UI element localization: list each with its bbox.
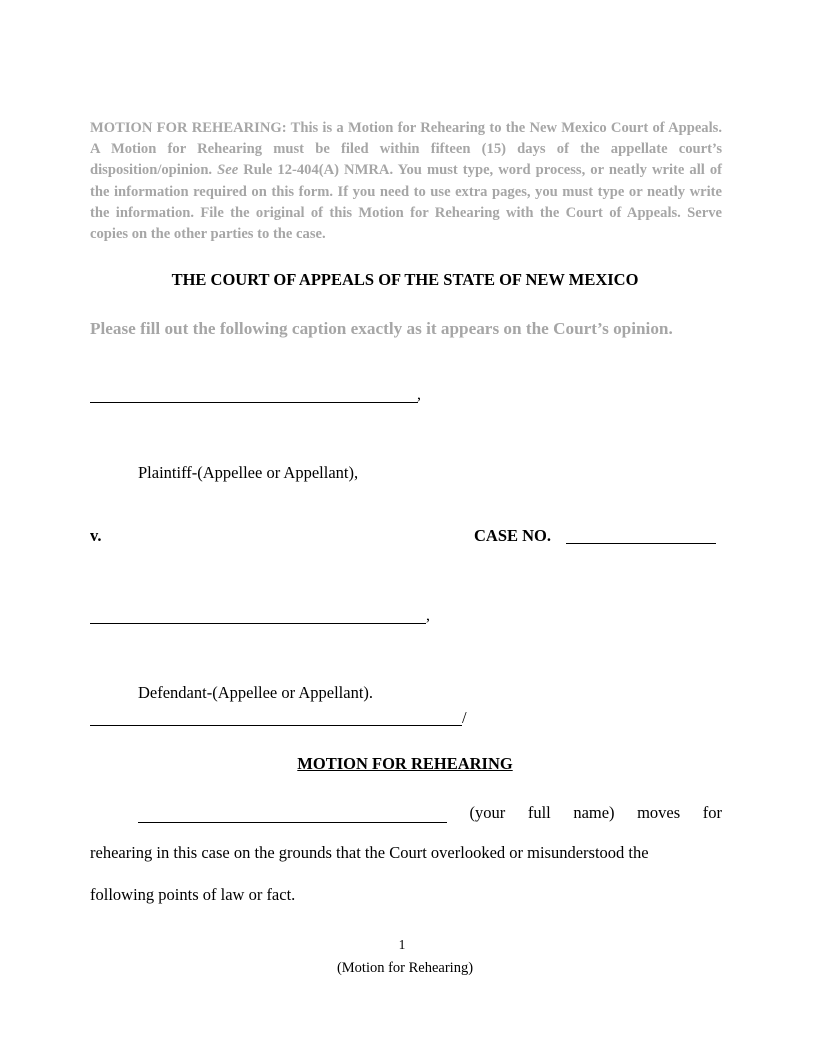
versus-label: v.: [90, 526, 102, 545]
full-name-field[interactable]: [138, 804, 447, 823]
court-title: THE COURT OF APPEALS OF THE STATE OF NEW MEXICO: [171, 270, 639, 289]
plaintiff-label: Plaintiff-(Appellee or Appellant),: [138, 463, 359, 482]
caption-closing-line: [90, 725, 462, 726]
body-first-line: [138, 799, 722, 823]
body-word: for: [702, 803, 722, 822]
body-word: moves: [637, 803, 681, 822]
plaintiff-name-field[interactable]: [90, 402, 418, 403]
instructions-text-part1: MOTION FOR REHEARING: This is a Motion for Rehearing to the New Mexico Court of Appeals. A Motion for Rehearing must be filed within fifteen (15) days of the appellate court’s disposition/opinion.: [90, 120, 722, 179]
defendant-comma: ,: [426, 607, 430, 624]
page-footer: (Motion for Rehearing): [336, 960, 474, 976]
body-word: name): [573, 803, 615, 822]
caption-closing-slash: /: [462, 708, 467, 727]
body-word: (your: [469, 803, 506, 822]
defendant-label: Defendant-(Appellee or Appellant).: [138, 683, 374, 702]
motion-heading: MOTION FOR REHEARING: [297, 754, 513, 773]
body-word: full: [527, 803, 551, 822]
form-instructions: [90, 118, 722, 245]
case-number-label: CASE NO.: [474, 526, 552, 545]
defendant-name-field[interactable]: [90, 623, 426, 624]
plaintiff-comma: ,: [417, 386, 421, 403]
caption-instruction: Please fill out the following caption exactly as it appears on the Court’s opinion.: [90, 319, 673, 338]
instructions-see-italic: See: [217, 162, 239, 179]
instructions-text-part2: Rule 12-404(A) NMRA. You must type, word process, or neatly write all of the information required on this form. If you need to use extra pages, you must type or neatly write the information. File the original of this Motion for Rehearing with the Court of Appeals. Serve copies on the other parties to the case.: [90, 162, 722, 243]
body-second-line: rehearing in this case on the grounds that the Court overlooked or misunderstood the: [90, 843, 649, 862]
page-number: 1: [398, 937, 406, 952]
case-number-field[interactable]: [566, 543, 716, 544]
body-third-line: following points of law or fact.: [90, 885, 296, 904]
